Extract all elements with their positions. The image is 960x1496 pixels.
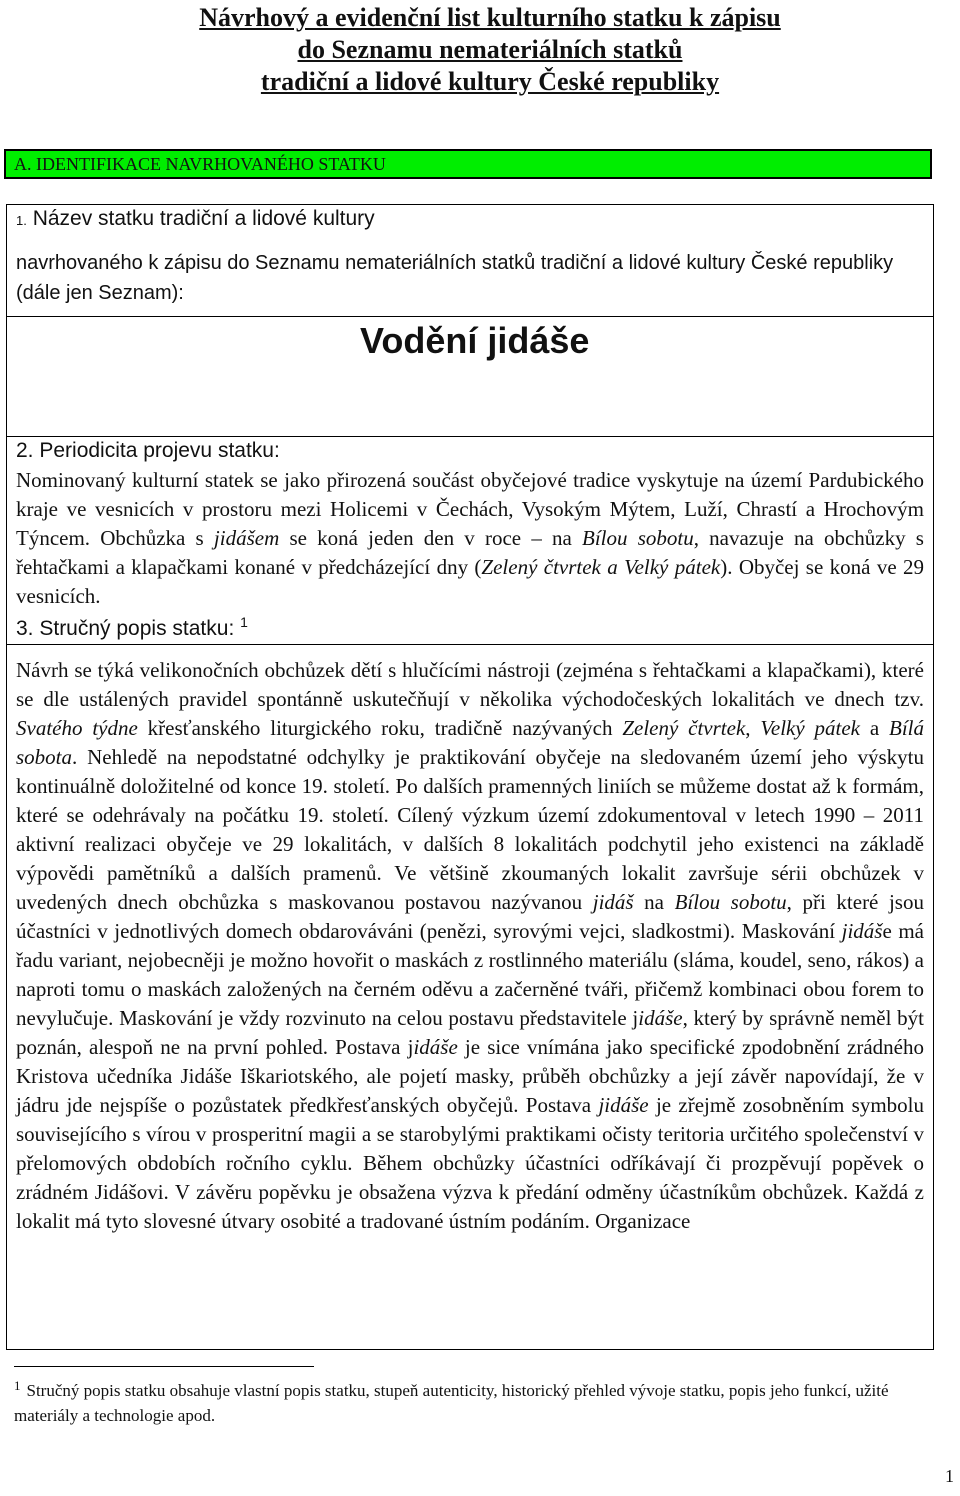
field2-heading: 2. Periodicita projevu statku: — [16, 439, 280, 462]
divider-field3 — [6, 644, 934, 645]
field2-text: Nominovaný kulturní statek se jako přirozená součást obyčejové tradice vyskytuje na území Pardubického kraje ve vesnicích v prostoru mezi Holicemi v Čechách, Vysokým Mýtem, Luží, Chrastí a Hrochovým Týncem. Obchůzka s jidášem se koná jeden den v roce – na Bílou sobotu, navazuje na obchůzky s řehtačkami a klapačkami konané v předcházející dny (Zelený čtvrtek a Velký pátek). Obyčej se koná ve 29 vesnicích. — [16, 468, 925, 608]
field1-heading — [16, 204, 922, 236]
title-line-1: Návrhový a evidenční list kulturního statku k zápisu — [199, 3, 781, 32]
divider-field1 — [6, 316, 934, 317]
field1-label: Název statku tradiční a lidové kultury — [32, 207, 375, 230]
footnote-separator — [14, 1366, 314, 1367]
title-line-3: tradiční a lidové kultury České republiky — [260, 67, 720, 96]
footnote-marker: 1 — [14, 1378, 21, 1393]
title-line-2: do Seznamu nemateriálních statků — [297, 35, 683, 64]
footnote-text: Stručný popis statku obsahuje vlastní popis statku, stupeň autenticity, historický přehled vývoje statku, popis jeho funkcí, užité materiály a technologie apod. — [14, 1381, 889, 1425]
field3-heading — [16, 614, 922, 644]
field1-number: 1. — [16, 213, 27, 228]
footnote-ref: 1 — [240, 614, 248, 630]
field3-label: 3. Stručný popis statku: — [16, 617, 235, 640]
field3-text: Návrh se týká velikonočních obchůzek dětí s hlučícími nástroji (zejména s řehtačkami a klapačkami), které se dle ustálených pravidel spontánně uskutečňují v několika východočeských lokalitách ve dnech tzv. Svatého týdne křesťanského liturgického roku, tradičně nazývaných Zelený čtvrtek, Velký pátek a Bílá sobota. Nehledě na nepodstatné odchylky je praktikování obyčeje na sledovaném území jeho výskytu kontinuálně doložitelné od konce 19. století. Po dalších pramenných liniích se můžeme dostat až k formám, které se odehrávaly na počátku 19. století. Cílený výzkum území zdokumentoval v letech 1990 – 2011 aktivní realizaci obyčeje ve 29 lokalitách, v dalších 8 lokalitách podchytil jeho existenci na základě výpovědi pamětníků a dalších pramenů. Ve většině zkoumaných lokalit završuje sérii obchůzek v uvedených dnech obchůzka s maskovanou postavou nazývanou jidáš na Bílou sobotu, při které jsou účastníci v jednotlivých domech obdarováváni (penězi, syrovými vejci, sladkostmi). Maskování jidáše má řadu variant, nejobecněji je možno hovořit o maskách z rostlinného materiálu (sláma, koudel, seno, rákos) a naproti tomu o maskách založených na černém oděvu a začerněné tváři, přičemž kombinaci obou forem to nevylučuje. Maskování je vždy rozvinuto na celou postavu představitele jidáše, který by správně neměl být poznán, alespoň ne na první pohled. Postava jidáše je sice vnímána jako specifické zpodobnění zrádného Kristova učedníka Jidáše Iškariotského, ale pojetí masky, průběh obchůzky a její závěr napovídají, že v jádru jde nejspíše o pozůstatek předkřesťanských obyčejů. Postava jidáše je zřejmě zosobněním symbolu souvisejícího s vírou v prosperitní magii a se starobylými praktikami očisty teritoria určitého společenství v přelomových obdobích ročního cyklu. Během obchůzky účastníci odříkávají či prozpěvují popěvek o zrádném Jidášovi. V závěru popěvku je obsažena výzva k předání odměny účastníkům obchůzek. Každá z lokalit má tyto slovesné útvary osobité a tradované ústním podáním. Organizace — [16, 658, 925, 1233]
section-a-heading: A. IDENTIFIKACE NAVRHOVANÉHO STATKU — [4, 149, 932, 179]
statek-name: Vodění jidáše — [360, 320, 590, 361]
field1-description: navrhovaného k zápisu do Seznamu nemateriálních statků tradiční a lidové kultury České republiky (dále jen Seznam): — [16, 252, 894, 304]
page-number: 1 — [945, 1466, 954, 1486]
document-title — [0, 2, 960, 98]
footnote — [14, 1378, 932, 1428]
